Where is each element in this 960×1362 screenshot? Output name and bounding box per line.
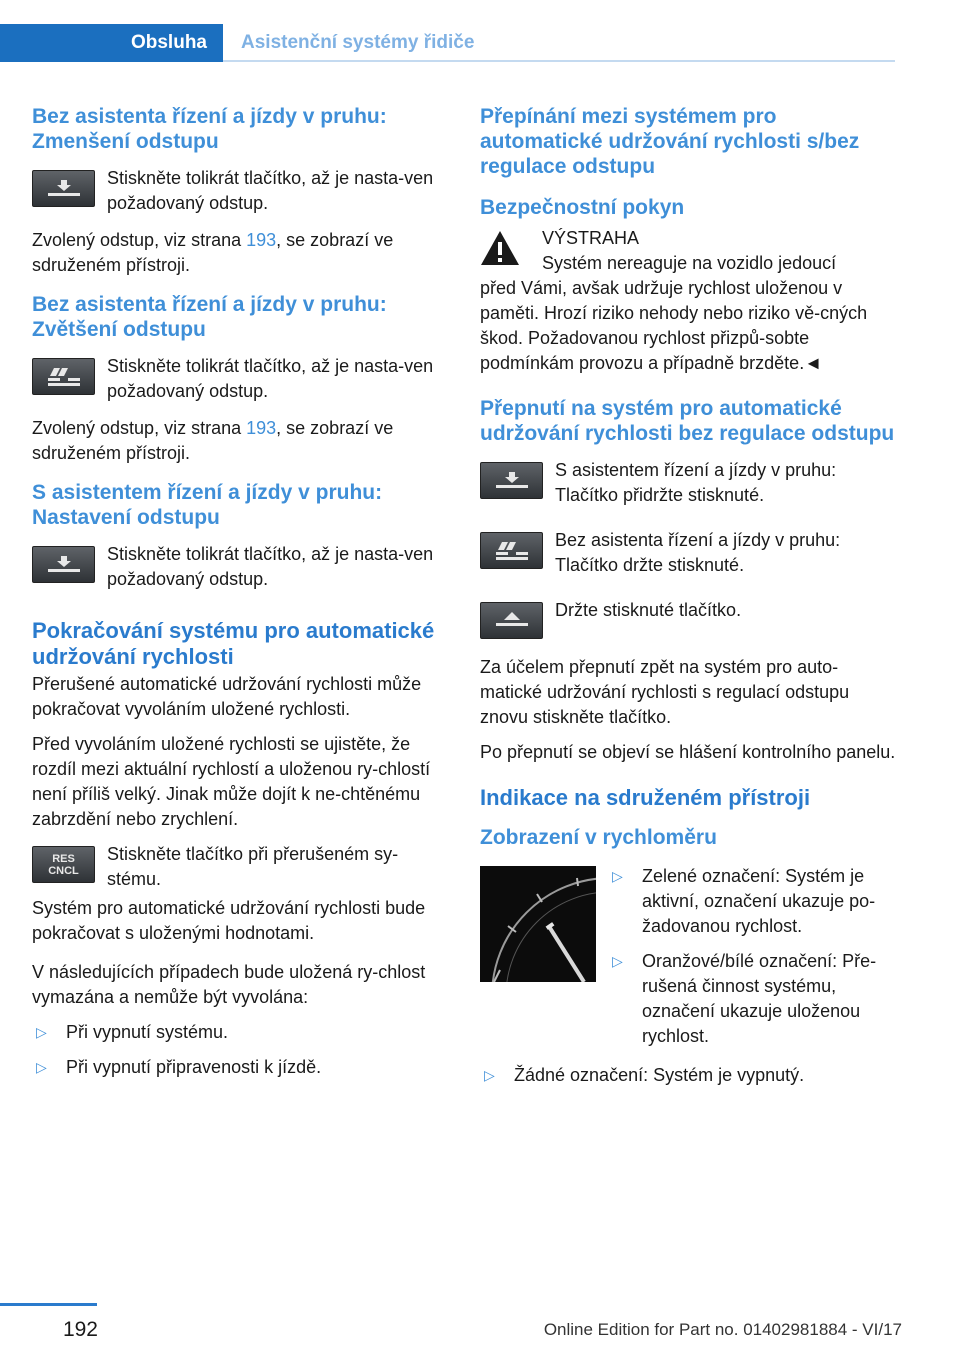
speedometer-block [480,864,898,1059]
reduce-distance-step [32,166,450,216]
page-number: 192 [62,1318,98,1341]
switch-step-3-text: Držte stisknuté tlačítko. [555,600,742,620]
set-distance-instruction: Stiskněte tolikrát tlačítko, až je nasta‐ven požadovaný odstup. [107,544,434,589]
reduce-distance-instruction: Stiskněte tolikrát tlačítko, až je nasta‐ven požadovaný odstup. [107,168,434,213]
switch-paragraph-1: Za účelem přepnutí zpět na systém pro auto‐matické udržování rychlosti s regulací odstupu znovu stiskněte tlačítko. [480,657,850,727]
edition-note: Online Edition for Part no. 01402981884 - VI/17 [543,1320,902,1339]
triangle-bullet-icon: ▷ [36,1024,47,1040]
resume-paragraph-2: Před vyvoláním uložené rychlosti se ujistěte, že rozdíl mezi aktuální rychlostí a uloženou ry‐chlostí není příliš velký. Jinak může dojít k ne‐chtěnému zabrzdění nebo zrychlení. [32,734,431,829]
heading-reduce-distance: Bez asistenta řízení a jízdy v pruhu: Zmenšení odstupu [32,105,387,153]
heading-speedometer-display: Zobrazení v rychloměru [480,826,717,849]
warning-triangle-icon [480,230,520,266]
header-tabs [0,24,895,62]
warning-title: VÝSTRAHA [542,228,640,248]
switch-step-2 [480,528,898,578]
distance-increase-button-icon [480,532,543,569]
increase-distance-instruction: Stiskněte tolikrát tlačítko, až je nasta‐ven požadovaný odstup. [107,356,434,401]
cncl-label: CNCL [48,864,79,877]
triangle-bullet-icon: ▷ [612,868,623,884]
res-label: RES [52,852,75,865]
list-item: ▷ Žádné označení: Systém je vypnutý. [480,1063,898,1088]
tab-asistencni-systemy[interactable] [224,24,474,62]
list-item: ▷ Zelené označení: Systém je aktivní, označení ukazuje po‐žadovanou rychlost. [612,866,876,936]
speedometer-off-list [480,1063,898,1088]
distance-button-icon [480,462,543,499]
increase-distance-note: Zvolený odstup, viz strana 193, se zobrazí ve sdruženém přístroji. [32,418,394,463]
speedometer-image [480,866,596,982]
heading-set-distance: S asistentem řízení a jízdy v pruhu: Nastavení odstupu [32,481,383,529]
warning-text: před Vámi, avšak udržuje rychlost uloženou v paměti. Hrozí riziko nehody nebo riziko vě‐cných škod. Požadovanou rychlost přizpů‐sobte podmínkám provozu a případně brzděte.◄ [480,278,868,373]
resume-paragraph-1: Přerušené automatické udržování rychlosti může pokračovat vyvoláním uložené rychlosti. [32,674,422,719]
distance-increase-button-icon [32,358,95,395]
list-item: ▷ Při vypnutí připravenosti k jízdě. [32,1055,450,1080]
deletion-list [32,1020,450,1080]
resume-paragraph-4: V následujících případech bude uložená ry‐chlost vymazána a nemůže být vyvolána: [32,962,426,1007]
switch-step-1 [480,458,898,508]
right-column [480,104,898,1098]
list-item: ▷ Při vypnutí systému. [32,1020,450,1045]
warning-text-first: Systém nereaguje na vozidlo jedoucí [542,253,837,273]
footer-rule [0,1303,97,1306]
heading-resume-cruise: Pokračování systému pro automatické udržování rychlosti [32,618,435,669]
warning-block [480,226,898,276]
switch-paragraph-2: Po přepnutí se objeví se hlášení kontrolního panelu. [480,742,896,762]
list-item: ▷ Oranžové/bílé označení: Pře‐rušená činnost systému, označení ukazuje uloženou rychlost. [612,951,877,1046]
increase-distance-step [32,354,450,404]
tab-obsluha[interactable] [0,24,223,62]
reduce-distance-note: Zvolený odstup, viz strana 193, se zobrazí ve sdruženém přístroji. [32,230,394,275]
resume-paragraph-3: Systém pro automatické udržování rychlosti bude pokračovat s uloženými hodnotami. [32,898,426,943]
speedometer-marks-list [608,864,898,1059]
distance-button-icon [32,546,95,583]
triangle-bullet-icon: ▷ [36,1059,47,1075]
heading-instrument-display: Indikace na sdruženém přístroji [480,785,811,810]
switch-step-1-text: S asistentem řízení a jízdy v pruhu: Tlačítko přidržte stisknuté. [555,460,837,505]
triangle-bullet-icon: ▷ [484,1067,495,1083]
switch-step-2-text: Bez asistenta řízení a jízdy v pruhu: Tlačítko držte stisknuté. [555,530,841,575]
set-distance-step [32,542,450,592]
left-column [32,104,450,1090]
resume-instruction: Stiskněte tlačítko při přerušeném sy‐stému. [107,844,399,889]
heading-switch-systems: Přepínání mezi systémem pro automatické udržování rychlosti s/bez regulace odstupu [480,105,860,178]
heading-switch-without-distance: Přepnutí na systém pro automatické udržování rychlosti bez regulace odstupu [480,397,895,445]
page-ref-link[interactable]: 193 [246,418,277,438]
page-ref-link[interactable]: 193 [246,230,277,250]
header-rule [223,60,895,62]
resume-step [32,842,450,892]
tab-obsluha-label: Obsluha [130,32,207,53]
heading-increase-distance: Bez asistenta řízení a jízdy v pruhu: Zvětšení odstupu [32,293,387,341]
distance-hold-button-icon [480,602,543,639]
res-cncl-button-icon [32,846,95,883]
switch-step-3 [480,598,898,639]
triangle-bullet-icon: ▷ [612,953,623,969]
distance-reduce-button-icon [32,170,95,207]
tab-asistencni-label: Asistenční systémy řidiče [241,32,475,53]
heading-safety-note: Bezpečnostní pokyn [480,196,685,219]
